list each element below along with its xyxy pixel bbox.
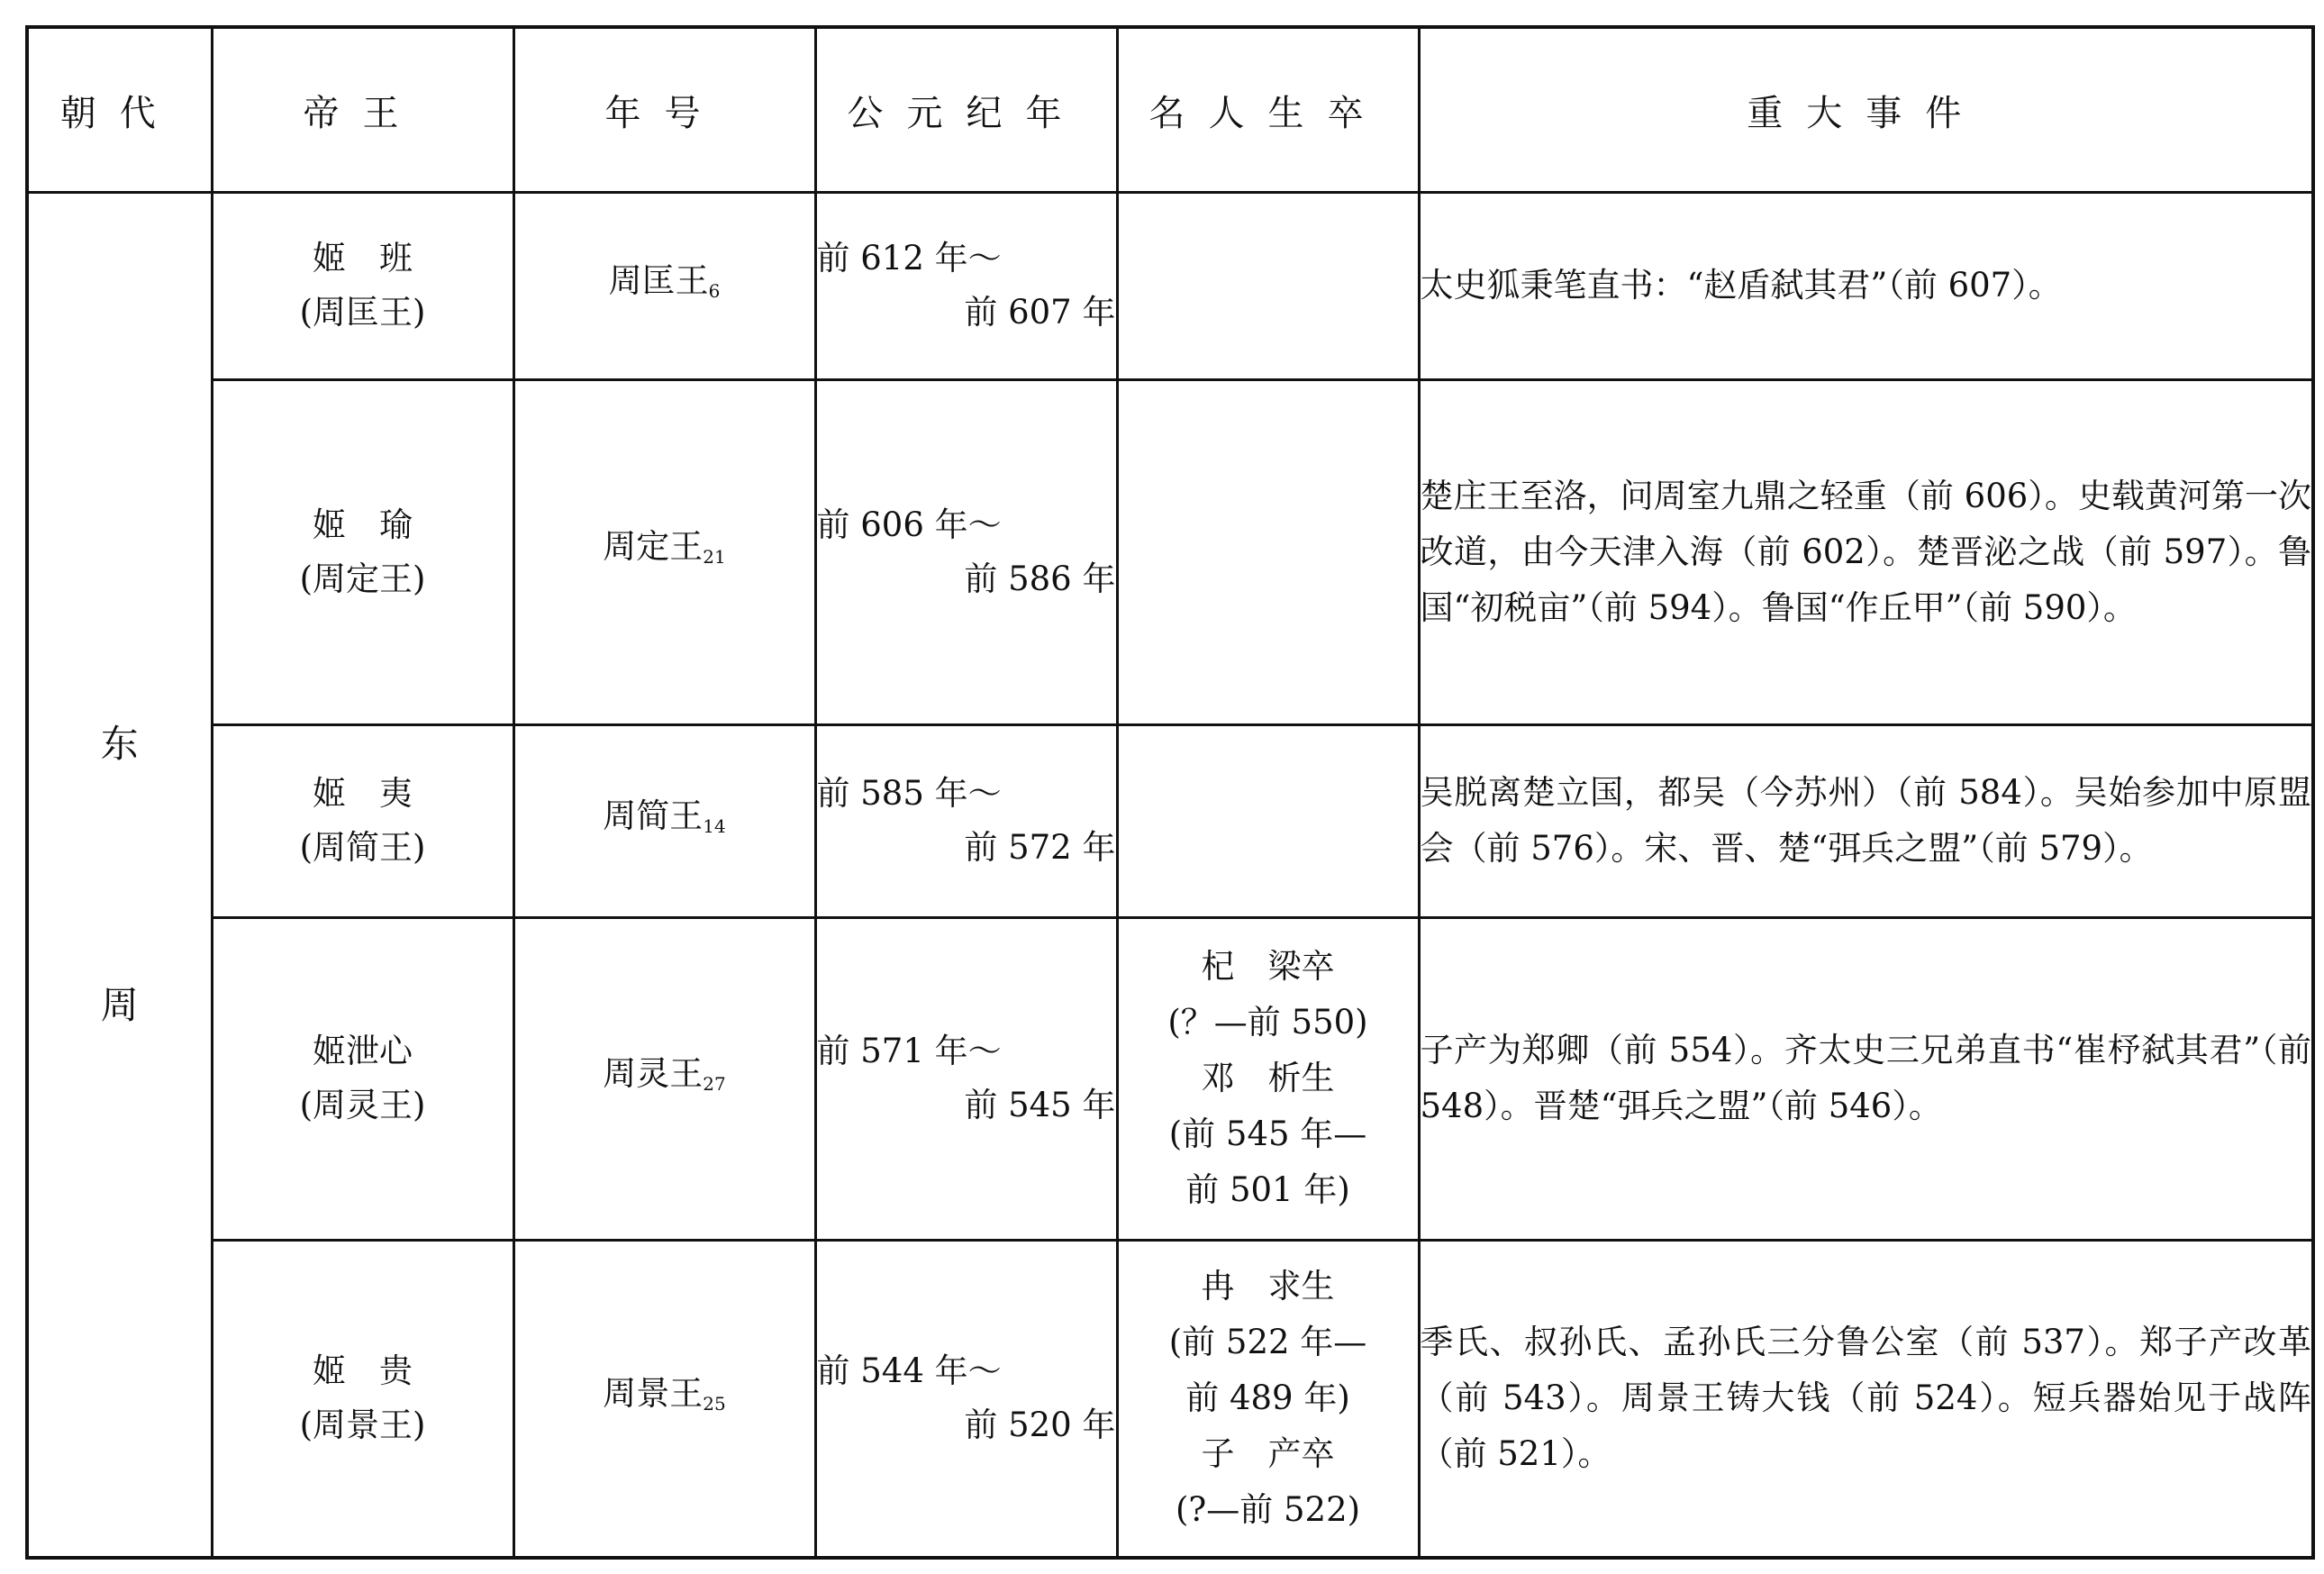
table-row xyxy=(27,193,2313,380)
table-row xyxy=(27,724,2313,917)
year-start: 前 585 年～ xyxy=(816,774,1002,814)
header-row xyxy=(27,27,2313,193)
notable-line: 前 501 年) xyxy=(1185,1170,1350,1210)
year-end: 前 572 年 xyxy=(964,828,1116,868)
reign-title-cell xyxy=(513,724,815,917)
emperor-title: (周景王) xyxy=(299,1406,426,1445)
reign-years: 6 xyxy=(708,279,721,302)
year-end: 前 545 年 xyxy=(964,1086,1116,1125)
ad-years-cell xyxy=(815,1240,1117,1558)
dynasty-cell xyxy=(27,193,212,1559)
emperor-name: 姬 夷 xyxy=(313,774,413,814)
chronology-table xyxy=(25,25,2315,1560)
notable-line: (前 522 年— xyxy=(1168,1323,1367,1362)
emperor-cell xyxy=(212,193,513,380)
notable-line: 杞 梁卒 xyxy=(1201,947,1335,987)
notables-cell xyxy=(1117,193,1419,380)
emperor-cell xyxy=(212,724,513,917)
table-row xyxy=(27,379,2313,724)
emperor-name: 姬泄心 xyxy=(313,1032,413,1071)
ad-years-cell xyxy=(815,379,1117,724)
notables-cell xyxy=(1117,724,1419,917)
reign-title: 周景王 xyxy=(603,1373,704,1413)
reign-title-cell xyxy=(513,193,815,380)
year-start: 前 612 年～ xyxy=(816,239,1002,278)
header-dynasty: 朝代 xyxy=(27,27,212,193)
notable-line: (前 545 年— xyxy=(1168,1115,1367,1154)
notables-cell xyxy=(1117,1240,1419,1558)
emperor-name: 姬 瑜 xyxy=(313,505,413,544)
events-cell: 吴脱离楚立国，都吴（今苏州）（前 584）。吴始参加中原盟会（前 576）。宋、晋、楚“弭兵之盟”（前 579）。 xyxy=(1419,724,2313,917)
emperor-name: 姬 贵 xyxy=(313,1351,413,1391)
reign-title: 周简王 xyxy=(603,796,704,835)
dynasty-char: 周 xyxy=(100,983,139,1027)
notable-line: 邓 析生 xyxy=(1201,1059,1335,1098)
events-cell: 楚庄王至洛，问周室九鼎之轻重（前 606）。史载黄河第一次改道，由今天津入海（前 602）。楚晋泌之战（前 597）。鲁国“初税亩”（前 594）。鲁国“作丘甲”（前 590）。 xyxy=(1419,379,2313,724)
reign-years: 21 xyxy=(703,546,726,569)
dynasty-char: 东 xyxy=(100,722,139,766)
reign-title: 周定王 xyxy=(603,527,704,567)
ad-years-cell xyxy=(815,917,1117,1240)
header-emperor: 帝王 xyxy=(212,27,513,193)
table-row xyxy=(27,917,2313,1240)
reign-years: 14 xyxy=(703,814,726,837)
year-start: 前 571 年～ xyxy=(816,1032,1002,1071)
header-ad-years: 公元纪年 xyxy=(815,27,1117,193)
emperor-cell xyxy=(212,917,513,1240)
ad-years-cell xyxy=(815,724,1117,917)
notable-line: 前 489 年) xyxy=(1185,1378,1350,1418)
reign-years: 25 xyxy=(703,1392,726,1415)
year-end: 前 607 年 xyxy=(964,293,1116,332)
events-cell: 太史狐秉笔直书：“赵盾弑其君”（前 607）。 xyxy=(1419,193,2313,380)
reign-title-cell xyxy=(513,379,815,724)
year-start: 前 544 年～ xyxy=(816,1351,1002,1391)
emperor-title: (周匡王) xyxy=(299,293,426,332)
notable-line: 冉 求生 xyxy=(1201,1267,1335,1306)
reign-title-cell xyxy=(513,917,815,1240)
emperor-title: (周简王) xyxy=(299,828,426,868)
events-cell: 子产为郑卿（前 554）。齐太史三兄弟直书“崔杼弑其君”（前 548）。晋楚“弭兵之盟”（前 546）。 xyxy=(1419,917,2313,1240)
reign-years: 27 xyxy=(703,1072,726,1095)
header-events: 重大事件 xyxy=(1419,27,2313,193)
emperor-title: (周定王) xyxy=(299,559,426,598)
notable-line: 子 产卒 xyxy=(1201,1434,1335,1474)
notables-cell xyxy=(1117,917,1419,1240)
header-notables: 名人生卒 xyxy=(1117,27,1419,193)
year-end: 前 520 年 xyxy=(964,1406,1116,1445)
emperor-cell xyxy=(212,379,513,724)
emperor-name: 姬 班 xyxy=(313,239,413,278)
reign-title-cell xyxy=(513,1240,815,1558)
table-row xyxy=(27,1240,2313,1558)
ad-years-cell xyxy=(815,193,1117,380)
year-end: 前 586 年 xyxy=(964,559,1116,598)
reign-title: 周灵王 xyxy=(603,1053,704,1093)
emperor-title: (周灵王) xyxy=(299,1086,426,1125)
notable-line: (?—前 522) xyxy=(1175,1490,1361,1530)
emperor-cell xyxy=(212,1240,513,1558)
events-cell: 季氏、叔孙氏、孟孙氏三分鲁公室（前 537）。郑子产改革（前 543）。周景王铸大钱（前 524）。短兵器始见于战阵（前 521）。 xyxy=(1419,1240,2313,1558)
reign-title: 周匡王 xyxy=(608,260,709,300)
notable-line: (？—前 550) xyxy=(1167,1003,1368,1042)
notables-cell xyxy=(1117,379,1419,724)
header-reign-title: 年号 xyxy=(513,27,815,193)
year-start: 前 606 年～ xyxy=(816,505,1002,544)
